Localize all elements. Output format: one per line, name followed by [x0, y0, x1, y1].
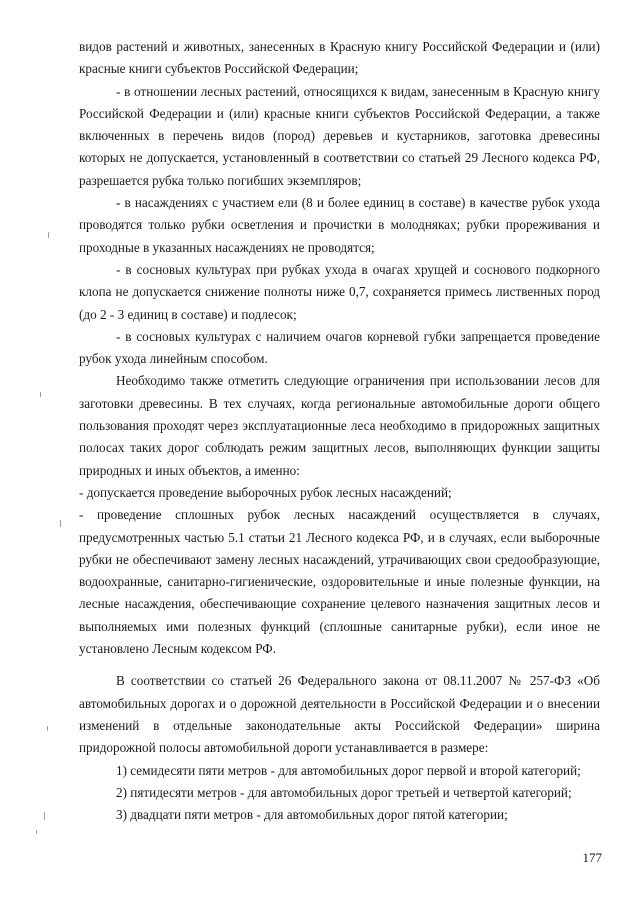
paragraph-federal-law: В соответствии со статьей 26 Федерального закона от 08.11.2007 № 257-ФЗ «Об автомобильных дорогах и о дорожной деятельности в Российской Федерации и о внесении изменений в отдельные законодательные акты Российской Федерации» ширина придорожной полосы автомобильной дороги устанавливается в размере:: [79, 673, 600, 756]
paragraph-clear-cutting: - проведение сплошных рубок лесных насаждений осуществляется в случаях, предусмотренных частью 5.1 статьи 21 Лесного кодекса РФ, и в случаях, если выборочные рубки не обеспечивают замену лесных насаждений, утрачивающих свои средообразующие, водоохранные, санитарно-гигиенические, оздоровительные и иные полезные функции, на лесные насаждения, обеспечивающие сохранение целевого назначения защитных лесов и выполняемых ими полезных функций (сплошные санитарные рубки), если иное не установлено Лесным кодексом РФ.: [79, 507, 600, 657]
paragraph-continuation: видов растений и животных, занесенных в Красную книгу Российской Федерации и (или) красные книги субъектов Российской Федерации;: [79, 39, 600, 77]
list-item-category-1-2: 1) семидесяти пяти метров - для автомобильных дорог первой и второй категорий;: [116, 762, 581, 778]
paragraph-restrictions-intro: Необходимо также отметить следующие ограничения при использовании лесов для заготовки древесины. В тех случаях, когда региональные автомобильные дороги общего пользования проходят через эксплуатационные леса необходимо в придорожных защитных полосах таких дорог соблюдать режим защитных лесов, выполняющих функции защиты природных и иных объектов, а именно:: [79, 373, 600, 478]
paragraph-selective-cutting: - допускается проведение выборочных рубок лесных насаждений;: [79, 484, 452, 500]
paragraph-pine-cultures-root-fungus: - в сосновых культурах с наличием очагов корневой губки запрещается проведение рубок ухода линейным способом.: [79, 328, 600, 367]
list-item-category-5: 3) двадцати пяти метров - для автомобильных дорог пятой категории;: [116, 807, 508, 823]
scan-mark: [60, 520, 61, 527]
paragraph-spruce-stands: - в насаждениях с участием ели (8 и более единиц в составе) в качестве рубок ухода проводятся только рубки осветления и прочистки в молодняках; рубки прореживания и проходные в указанных насаждениях не проводятся;: [79, 195, 600, 255]
scan-mark: [47, 726, 48, 731]
paragraph-pine-cultures-pests: - в сосновых культурах при рубках ухода в очагах хрущей и соснового подкорного клопа не допускается снижение полноты ниже 0,7, сохраняется примесь лиственных пород (до 2 - 3 единиц в составе) и подлесок;: [79, 261, 600, 322]
scan-mark: [44, 812, 45, 820]
list-item-category-3-4: 2) пятидесяти метров - для автомобильных дорог третьей и четвертой категорий;: [116, 784, 572, 800]
document-body: [79, 36, 600, 826]
page-number: 177: [582, 850, 602, 865]
scan-mark: [36, 830, 37, 834]
scan-mark: [40, 392, 41, 397]
paragraph-red-book-plants: - в отношении лесных растений, относящихся к видам, занесенным в Красную книгу Российской Федерации и (или) красные книги субъектов Российской Федерации, а также включенных в перечень видов (пород) деревьев и кустарников, заготовка древесины которых не допускается, установленный в соответствии со статьей 29 Лесного кодекса РФ, разрешается рубка только погибших экземпляров;: [79, 83, 600, 188]
scan-mark: [48, 232, 49, 238]
